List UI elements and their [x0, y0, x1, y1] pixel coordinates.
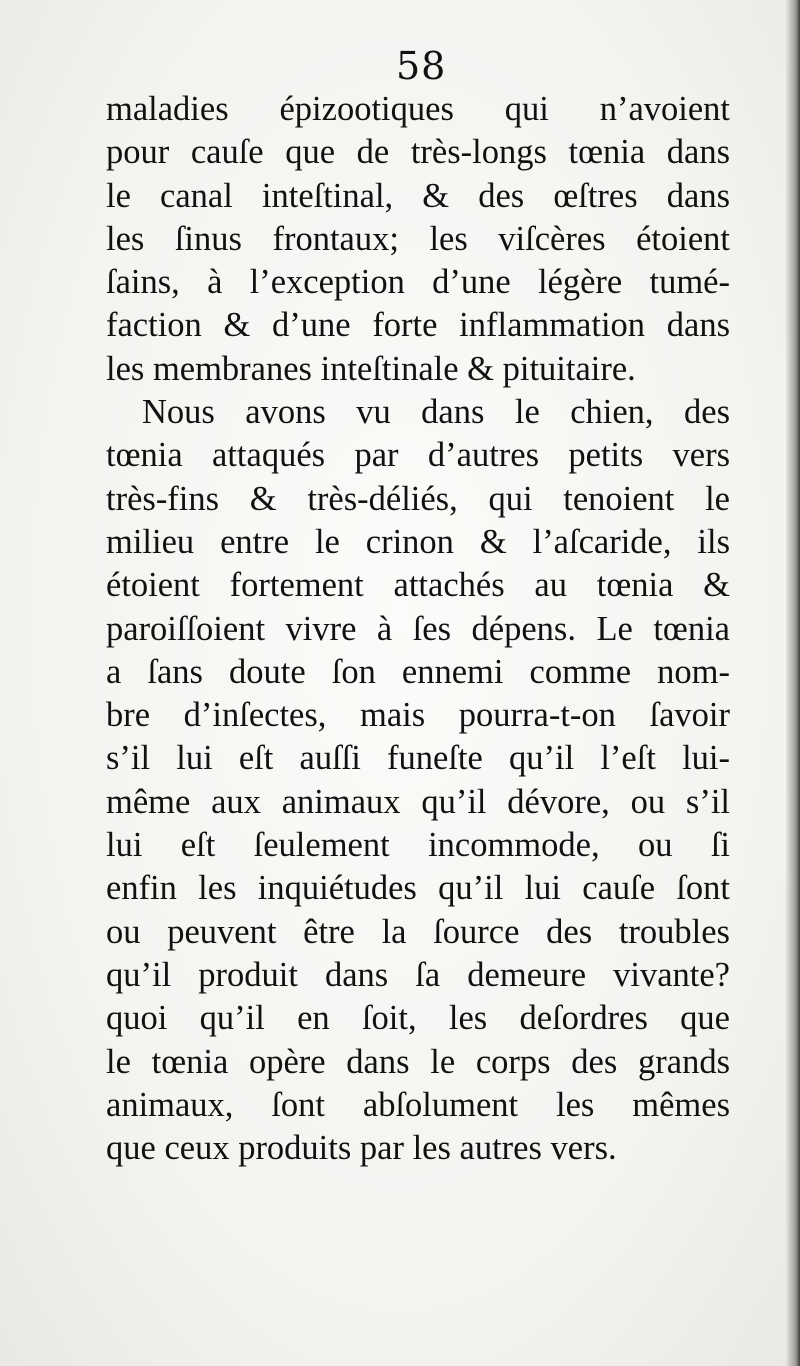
text-line: les ſinus frontaux; les viſcères étoient — [106, 219, 730, 258]
body-text — [106, 88, 730, 1170]
text-line: quoi qu’il en ſoit, les deſordres que — [106, 999, 730, 1038]
text-line: enfin les inquiétudes qu’il lui cauſe ſont — [106, 869, 730, 908]
text-line: animaux, ſont abſolument les mêmes — [106, 1085, 730, 1124]
text-line: ou peuvent être la ſource des troubles — [106, 912, 730, 951]
text-line: même aux animaux qu’il dévore, ou s’il — [106, 782, 730, 821]
text-line: milieu entre le crinon & l’aſcaride, ils — [106, 522, 730, 561]
text-line: qu’il produit dans ſa demeure vivante? — [106, 955, 730, 994]
text-line: maladies épizootiques qui n’avoient — [106, 90, 730, 128]
text-line: que ceux produits par les autres vers. — [106, 1129, 617, 1168]
text-line: ſains, à l’exception d’une légère tumé- — [106, 263, 730, 302]
text-line: très-fins & très-déliés, qui tenoient le — [106, 479, 730, 518]
text-line: faction & d’une forte inflammation dans — [106, 306, 730, 345]
text-line: le canal inteſtinal, & des œſtres dans — [106, 176, 730, 215]
text-line: pour cauſe que de très-longs tœnia dans — [106, 133, 730, 172]
text-line: les membranes inteſtinale & pituitaire. — [106, 349, 636, 388]
text-line: étoient fortement attachés au tœnia & — [106, 566, 730, 605]
text-line: bre d’inſectes, mais pourra-t-on ſavoir — [106, 696, 730, 735]
page-number: 58 — [396, 44, 447, 88]
text-line: le tœnia opère dans le corps des grands — [106, 1042, 730, 1081]
text-line: lui eſt ſeulement incommode, ou ſi — [106, 826, 730, 865]
text-line: tœnia attaqués par d’autres petits vers — [106, 436, 730, 475]
text-line: a ſans doute ſon ennemi comme nom- — [106, 652, 730, 691]
page-edge-shadow — [786, 0, 800, 1366]
paragraph-first-line: Nous avons vu dans le chien, des — [142, 393, 730, 432]
text-line: s’il lui eſt auſſi funeſte qu’il l’eſt lui- — [106, 739, 730, 778]
text-line: paroiſſoient vivre à ſes dépens. Le tœnia — [106, 609, 730, 648]
